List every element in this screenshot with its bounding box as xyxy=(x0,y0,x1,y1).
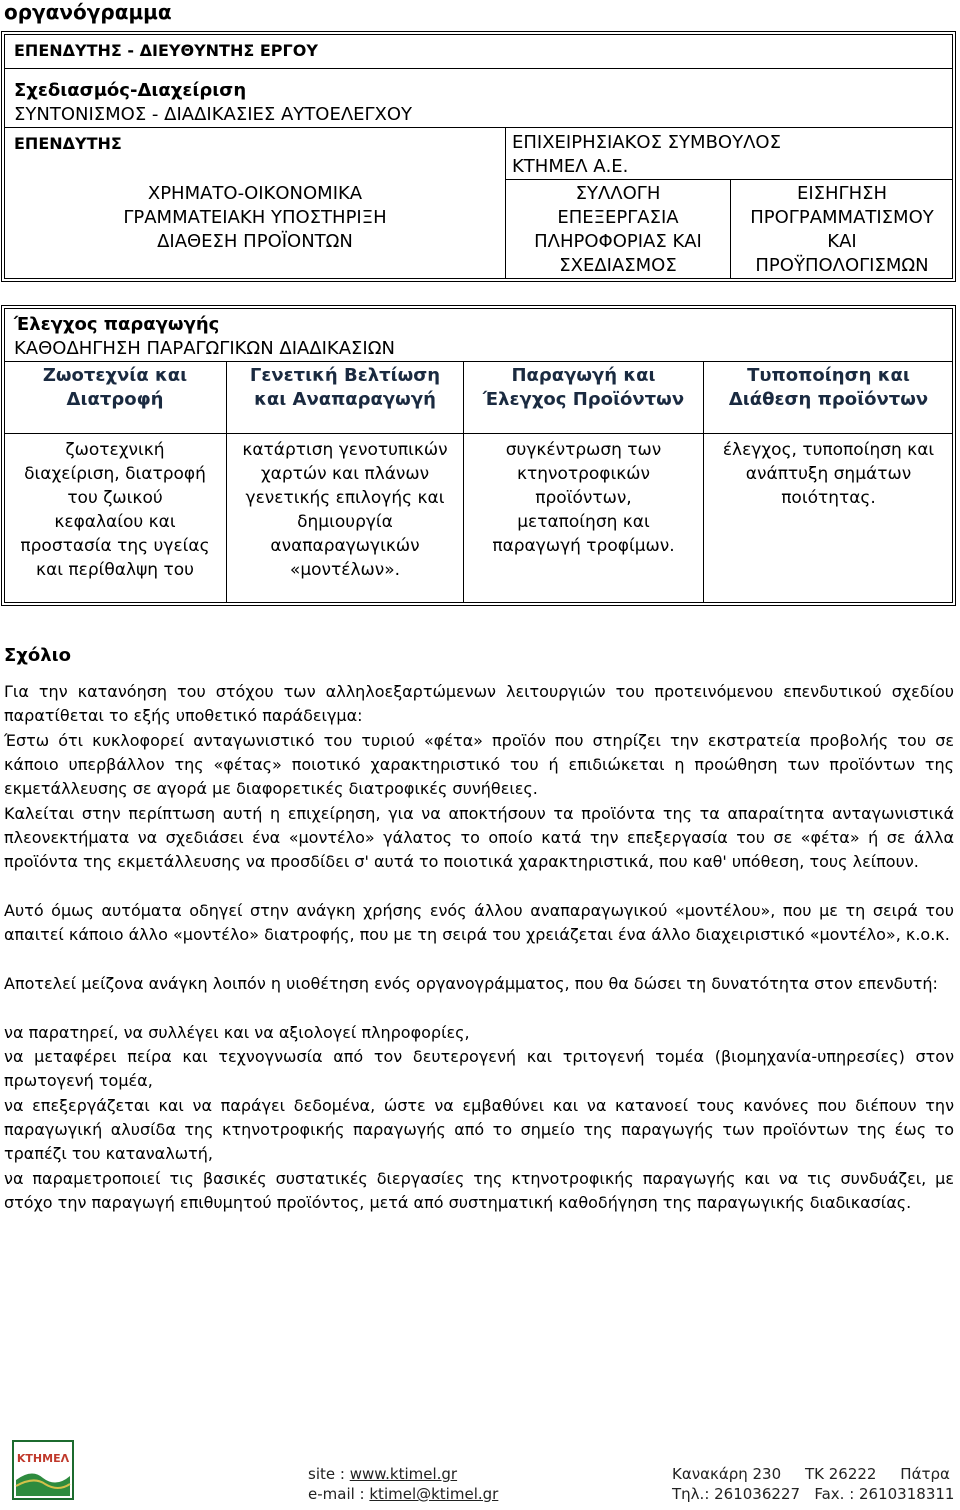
description-line: συγκέντρωση των xyxy=(505,440,662,460)
header-line: Διάθεση προϊόντων xyxy=(728,389,929,410)
description-line: προϊόντων, xyxy=(535,488,632,508)
comment-paragraph: να μεταφέρει πείρα και τεχνογνωσία από τον δευτερογενή και τριτογενή τομέα (βιομηχανία-υπηρεσίες) στον πρωτογενή τομέα, xyxy=(4,1047,954,1090)
comment-paragraph: Για την κατανόηση του στόχου των αλληλοεξαρτώμενων λειτουργιών του προτεινόμενου επενδυτικού σχεδίου παρατίθεται το εξής υποθετικό παράδειγμα: xyxy=(4,682,954,725)
info-processing-column xyxy=(506,182,730,278)
information-line: ΠΛΗΡΟΦΟΡΙΑΣ ΚΑΙ xyxy=(534,231,702,252)
programming-line: ΠΡΟΓΡΑΜΜΑΤΙΣΜΟΥ xyxy=(750,207,934,228)
secretarial-line: ΓΡΑΜΜΑΤΕΙΑΚΗ ΥΠΟΣΤΗΡΙΞΗ xyxy=(123,207,387,228)
production-control-title: Έλεγχος παραγωγής xyxy=(14,314,220,335)
header-line: Τυποποίηση και xyxy=(747,365,910,386)
comment-paragraph: Έστω ότι κυκλοφορεί ανταγωνιστικό του τυριού «φέτα» προϊόν που στηρίζει την εκστρατεία προβολής του σε κάποιο υπερβάλλον της «φέτας» ποιοτικό χαρακτηριστικό του ή επιδιώκεται η προώθηση των προϊόντων της εκμετάλλευσης σε αγορά με διαφορετικές διατροφικές συνήθειες. xyxy=(4,731,954,798)
finance-column xyxy=(80,182,430,254)
comment-heading: Σχόλιο xyxy=(4,645,72,666)
description-line: μεταποίηση και xyxy=(517,512,650,532)
comment-paragraph: να παραμετροποιεί τις βασικές συστατικές διεργασίες της κτηνοτροφικής παραγωγής και να τις συνδυάζει, με στόχο την παραγωγή επιθυμητού προϊόντος, μετά από συστηματική καθοδήγηση της παραγωγικής διαδικασίας. xyxy=(4,1169,954,1212)
footer-email-line xyxy=(308,1484,498,1504)
email-label: e-mail : xyxy=(308,1485,370,1503)
production-description xyxy=(464,438,703,558)
description-line: ποιότητας. xyxy=(781,488,876,508)
footer-site-line xyxy=(308,1464,457,1484)
description-line: χαρτών και πλάνων xyxy=(260,464,430,484)
genetics-header xyxy=(227,364,463,412)
comment-paragraph: να επεξεργάζεται και να παράγει δεδομένα, ώστε να εμβαθύνει και να κατανοεί τους κανόνες που διέπουν την παραγωγική αλυσίδα της κτηνοτροφικής παραγωγής από το σημείο της παραγωγής των προϊόντων της έως το τραπέζι του καταναλωτή, xyxy=(4,1096,954,1163)
description-line: δημιουργία xyxy=(297,512,393,532)
budgets-line: ΠΡΟΫΠΟΛΟΓΙΣΜΩΝ xyxy=(755,255,929,276)
site-label: site : xyxy=(308,1465,350,1483)
comment-paragraph: Αποτελεί μείζονα ανάγκη λοιπόν η υιοθέτηση ενός οργανογράμματος, που θα δώσει τη δυνατότητα στον επενδυτή: xyxy=(4,974,938,993)
comment-paragraph: Καλείται στην περίπτωση αυτή η επιχείρηση, για να αποκτήσουν τα προϊόντα της τα απαραίτητα ανταγωνιστικά πλεονεκτήματα να σχεδιάσει ένα «μοντέλο» γάλατος το οποίο κατά την επεξεργασία του σε «φέτα» ή σε άλλα προϊόντα της εκμετάλλευσης να προσδίδει σ' αυτά το ποιοτικά χαρακτηριστικά, που καθ' υπόθεση, τους λείπουν. xyxy=(4,804,954,871)
description-line: του ζωικού xyxy=(67,488,163,508)
divider xyxy=(505,179,953,180)
logo-text: ΚΤΗΜΕΛ xyxy=(16,1452,70,1465)
footer-address: Κανακάρη 230 ΤΚ 26222 Πάτρα xyxy=(672,1465,950,1483)
design-line: ΣΧΕΔΙΑΣΜΟΣ xyxy=(559,255,677,276)
advisor-line-2: ΚΤΗΜΕΛ Α.Ε. xyxy=(512,156,629,177)
description-line: κατάρτιση γενοτυπικών xyxy=(242,440,448,460)
budget-column xyxy=(731,182,953,278)
proposal-line: ΕΙΣΗΓΗΣΗ xyxy=(796,183,888,204)
description-line: και περίθαλψη του xyxy=(36,560,194,580)
standardization-description xyxy=(704,438,953,510)
header-line: Διατροφή xyxy=(66,389,164,410)
distribution-line: ΔΙΑΘΕΣΗ ΠΡΟΪΟΝΤΩΝ xyxy=(157,231,353,252)
header-line: Έλεγχος Προϊόντων xyxy=(482,389,685,410)
divider xyxy=(4,361,953,362)
logo-graphic xyxy=(12,1440,74,1500)
planning-subtitle: ΣΥΝΤΟΝΙΣΜΟΣ - ΔΙΑΔΙΚΑΣΙΕΣ ΑΥΤΟΕΛΕΓΧΟΥ xyxy=(14,104,413,125)
genetics-description xyxy=(227,438,463,582)
description-line: διαχείριση, διατροφή xyxy=(24,464,206,484)
investor-label: ΕΠΕΝΔΥΤΗΣ xyxy=(14,134,122,153)
comment-paragraph: Αυτό όμως αυτόματα οδηγεί στην ανάγκη χρήσης ενός άλλου αναπαραγωγικού «μοντέλου», που με τη σειρά του απαιτεί κάποιο άλλο «μοντέλο» διατροφής, που με τη σειρά του χρειάζεται ένα άλλο διαχειριστικό «μοντέλο», κ.ο.κ. xyxy=(4,901,954,944)
processing-line: ΕΠΕΞΕΡΓΑΣΙΑ xyxy=(557,207,679,228)
header-line: και Αναπαραγωγή xyxy=(254,389,436,410)
production-control-subtitle: ΚΑΘΟΔΗΓΗΣΗ ΠΑΡΑΓΩΓΙΚΩΝ ΔΙΑΔΙΚΑΣΙΩΝ xyxy=(14,338,395,359)
and-line: ΚΑΙ xyxy=(827,231,857,252)
header-line: Γενετική Βελτίωση xyxy=(249,365,441,386)
description-line: «μοντέλων». xyxy=(289,560,401,580)
ktimel-logo xyxy=(12,1440,74,1500)
advisor-line-1: ΕΠΙΧΕΙΡΗΣΙΑΚΟΣ ΣΥΜΒΟΥΛΟΣ xyxy=(512,132,781,153)
comment-paragraph: να παρατηρεί, να συλλέγει και να αξιολογεί πληροφορίες, xyxy=(4,1023,470,1042)
description-line: παραγωγή τροφίμων. xyxy=(492,536,675,556)
zootechny-header xyxy=(4,364,226,412)
description-line: γενετικής επιλογής και xyxy=(245,488,445,508)
site-link[interactable]: www.ktimel.gr xyxy=(349,1465,458,1483)
description-line: προστασία της υγείας xyxy=(20,536,210,556)
page-title: οργανόγραμμα xyxy=(4,0,172,24)
description-line: κτηνοτροφικών xyxy=(516,464,651,484)
standardization-header xyxy=(704,364,953,412)
zootechny-description xyxy=(4,438,226,582)
header-line: Ζωοτεχνία και xyxy=(42,365,188,386)
email-link[interactable]: ktimel@ktimel.gr xyxy=(369,1485,499,1503)
header-line: Παραγωγή και xyxy=(511,365,656,386)
description-line: αναπαραγωγικών xyxy=(270,536,420,556)
collection-line: ΣΥΛΛΟΓΗ xyxy=(575,183,661,204)
description-line: κεφαλαίου και xyxy=(54,512,176,532)
description-line: ανάπτυξη σημάτων xyxy=(745,464,912,484)
production-header xyxy=(464,364,703,412)
divider xyxy=(4,433,953,434)
footer-phones: Τηλ.: 261036227 Fax. : 2610318311 xyxy=(672,1485,955,1503)
description-line: έλεγχος, τυποποίηση και xyxy=(722,440,935,460)
divider xyxy=(4,127,953,128)
planning-title: Σχεδιασμός-Διαχείριση xyxy=(14,80,247,101)
description-line: ζωοτεχνική xyxy=(65,440,165,460)
investor-director-label: ΕΠΕΝΔΥΤΗΣ - ΔΙΕΥΘΥΝΤΗΣ ΕΡΓΟΥ xyxy=(14,41,318,60)
finance-line: ΧΡΗΜΑΤΟ-ΟΙΚΟΝΟΜΙΚΑ xyxy=(147,183,363,204)
divider xyxy=(4,68,953,69)
